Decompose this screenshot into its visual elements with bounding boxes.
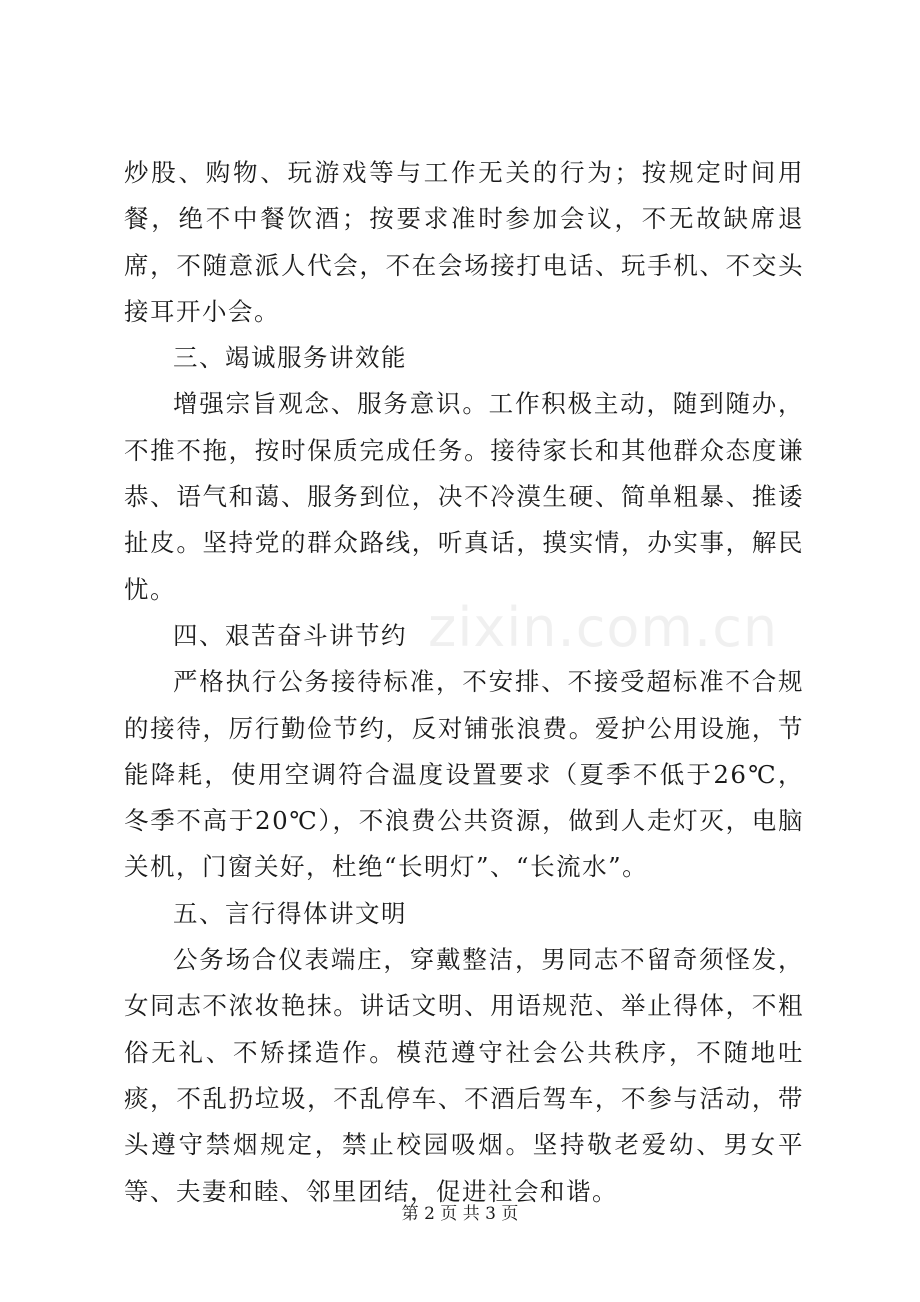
document-body (124, 150, 804, 1215)
paragraph-1: 炒股、购物、玩游戏等与工作无关的行为；按规定时间用餐，绝不中餐饮酒；按要求准时参加会议，不无故缺席退席，不随意派人代会，不在会场接打电话、玩手机、不交头接耳开小会。 (124, 158, 804, 326)
paragraph-2: 增强宗旨观念、服务意识。工作积极主动，随到随办，不推不拖，按时保质完成任务。接待家长和其他群众态度谦恭、语气和蔼、服务到位，决不冷漠生硬、简单粗暴、推诿扯皮。坚持党的群众路线，听真话，摸实情，办实事，解民忧。 (124, 389, 804, 604)
paragraph-4: 公务场合仪表端庄，穿戴整洁，男同志不留奇须怪发，女同志不浓妆艳抹。讲话文明、用语规范、举止得体，不粗俗无礼、不矫揉造作。模范遵守社会公共秩序，不随地吐痰，不乱扔垃圾，不乱停车、不酒后驾车，不参与活动，带头遵守禁烟规定，禁止校园吸烟。坚持敬老爱幼、男女平等、夫妻和睦、邻里团结，促进社会和谐。 (124, 945, 804, 1206)
paragraph-3: 严格执行公务接待标准，不安排、不接受超标准不合规的接待，厉行勤俭节约，反对铺张浪费。爱护公用设施，节能降耗，使用空调符合温度设置要求（夏季不低于26℃，冬季不高于20℃），不浪费公共资源，做到人走灯灭，电脑关机，门窗关好，杜绝“长明灯”、“长流水”。 (124, 667, 804, 882)
page-footer: 第 2 页 共 3 页 (401, 1204, 519, 1224)
section-heading-3: 三、竭诚服务讲效能 (173, 343, 407, 373)
section-heading-4: 四、艰苦奋斗讲节约 (173, 620, 407, 650)
watermark: zixin.com.cn (428, 596, 779, 659)
section-heading-5: 五、言行得体讲文明 (173, 898, 407, 928)
